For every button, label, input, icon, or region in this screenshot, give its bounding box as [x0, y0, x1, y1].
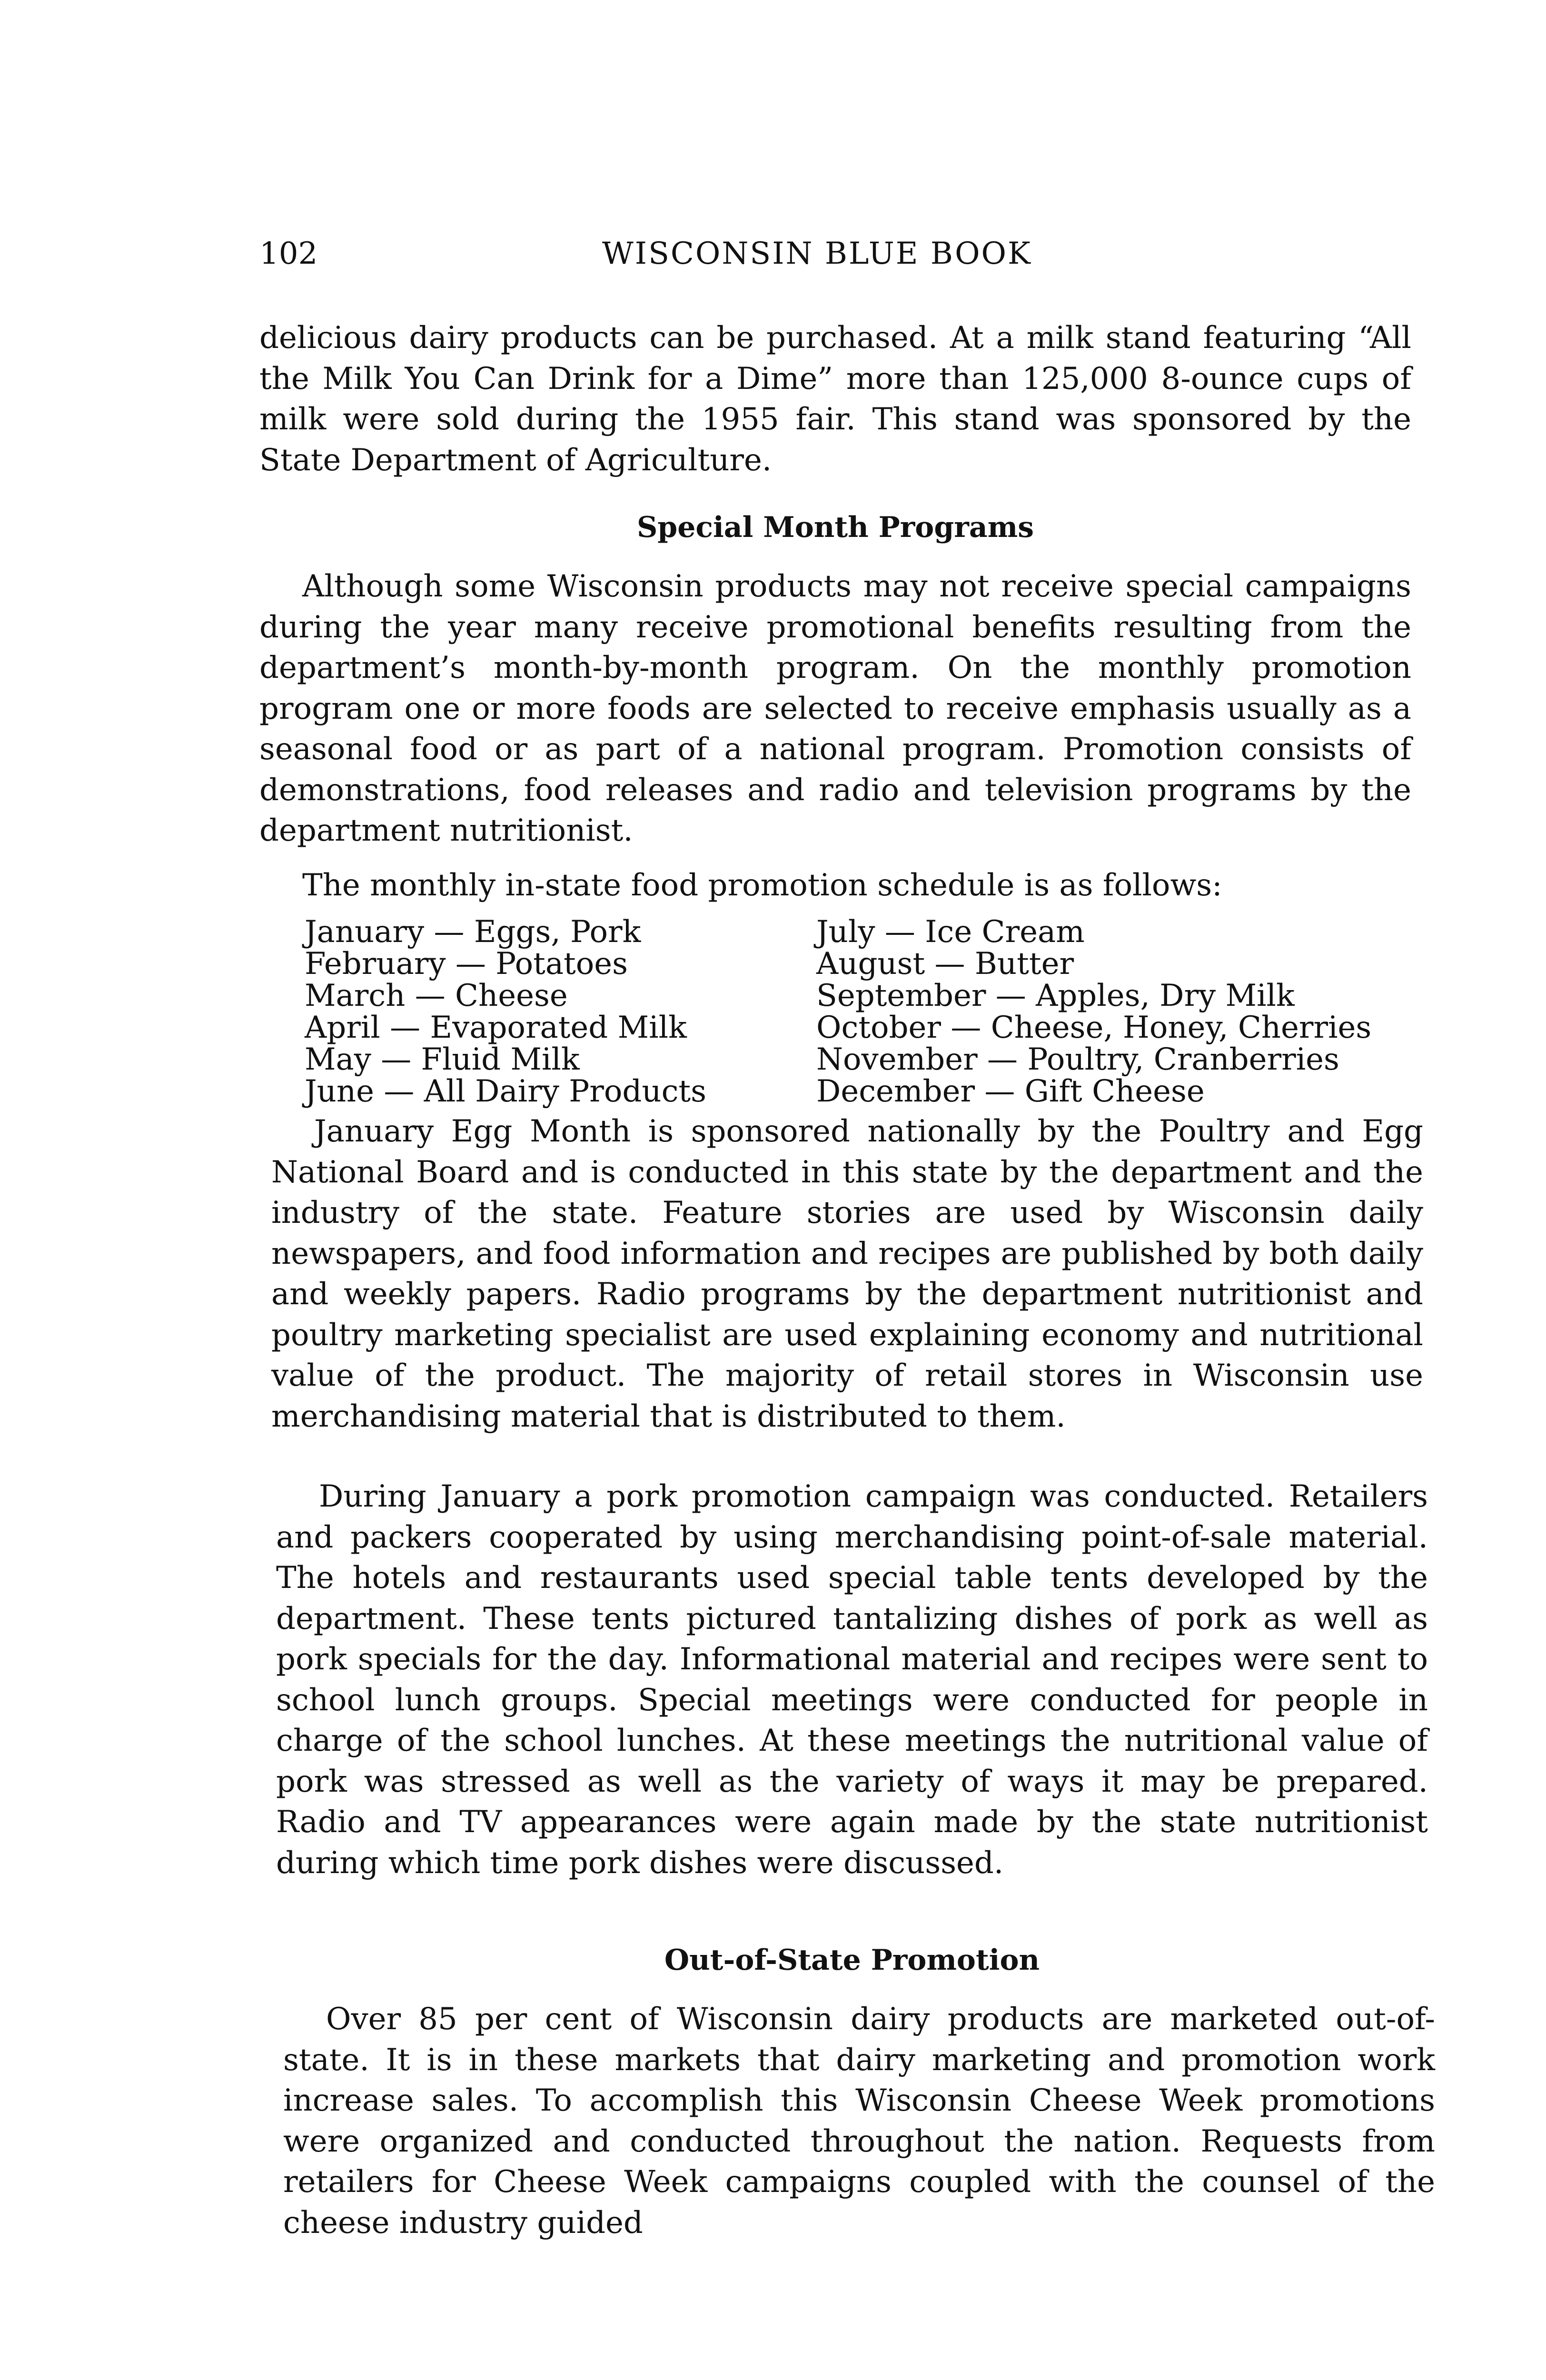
paragraph-egg-month: January Egg Month is sponsored nationally by the Poultry and Egg National Board and is conducted in this state by the department and the industry of the state. Feature stories are used by Wisconsin daily newspapers, and food information and recipes are published by both daily and weekly papers. Radio programs by the department nutritionist and poultry marketing specialist are used explaining economy and nutritional value of the product. The majority of retail stores in Wisconsin use merchandising material that is distributed to them.	[271, 1114, 1423, 1434]
paragraph-special-month: Although some Wisconsin products may not receive special campaigns during the year many receive promotional benefits resulting from the department’s month-by-month program. On the monthly promotion program one or more foods are selected to receive emphasis usually as a seasonal food or as part of a national program. Promotion consists of demonstrations, food releases and radio and television programs by the department nutritionist.	[259, 569, 1411, 848]
page-header	[259, 232, 1402, 275]
schedule-item: August — Butter	[816, 946, 1074, 982]
promotion-schedule	[305, 916, 1418, 1116]
schedule-item: May — Fluid Milk	[305, 1042, 580, 1077]
schedule-item: December — Gift Cheese	[816, 1074, 1205, 1109]
schedule-item: November — Poultry, Cranberries	[816, 1042, 1339, 1077]
paragraph-out-of-state: Over 85 per cent of Wisconsin dairy products are marketed out-of-state. It is in these markets that dairy marketing and promotion work increase sales. To accomplish this Wisconsin Cheese Week promotions were organized and conducted throughout the nation. Requests from retailers for Cheese Week campaigns coupled with the counsel of the cheese industry guided	[283, 2002, 1435, 2241]
schedule-column-right	[816, 916, 1371, 1108]
schedule-item: September — Apples, Dry Milk	[816, 978, 1295, 1013]
schedule-item: October — Cheese, Honey, Cherries	[816, 1010, 1372, 1045]
schedule-item: January — Eggs, Pork	[305, 914, 641, 950]
page-number: 102	[259, 236, 318, 271]
paragraph-pork-promotion: During January a pork promotion campaign was conducted. Retailers and packers cooperated by using merchandising point-of-sale material. The hotels and restaurants used special table tents developed by the department. These tents pictured tantalizing dishes of pork as well as pork specials for the day. Informational material and recipes were sent to school lunch groups. Special meetings were conducted for people in charge of the school lunches. At these meetings the nutritional value of pork was stressed as well as the variety of ways it may be prepared. Radio and TV appearances were again made by the state nutritionist during which time pork dishes were discussed.	[276, 1479, 1428, 1881]
schedule-item: June — All Dairy Products	[305, 1074, 706, 1109]
schedule-column-left	[305, 916, 706, 1108]
heading-special-month-programs: Special Month Programs	[636, 511, 1034, 544]
schedule-item: March — Cheese	[305, 978, 568, 1013]
heading-out-of-state-promotion: Out-of-State Promotion	[664, 1944, 1040, 1977]
running-title: WISCONSIN BLUE BOOK	[602, 236, 1032, 271]
schedule-item: April — Evaporated Milk	[305, 1010, 687, 1045]
paragraph-continuation: delicious dairy products can be purchased. At a milk stand featuring “All the Milk You Can Drink for a Dime” more than 125,000 8-ounce cups of milk were sold during the 1955 fair. This stand was sponsored by the State Department of Agriculture.	[259, 320, 1411, 478]
paragraph-schedule-intro: The monthly in-state food promotion schedule is as follows:	[302, 868, 1222, 903]
schedule-item: February — Potatoes	[305, 946, 628, 982]
schedule-item: July — Ice Cream	[816, 914, 1085, 950]
